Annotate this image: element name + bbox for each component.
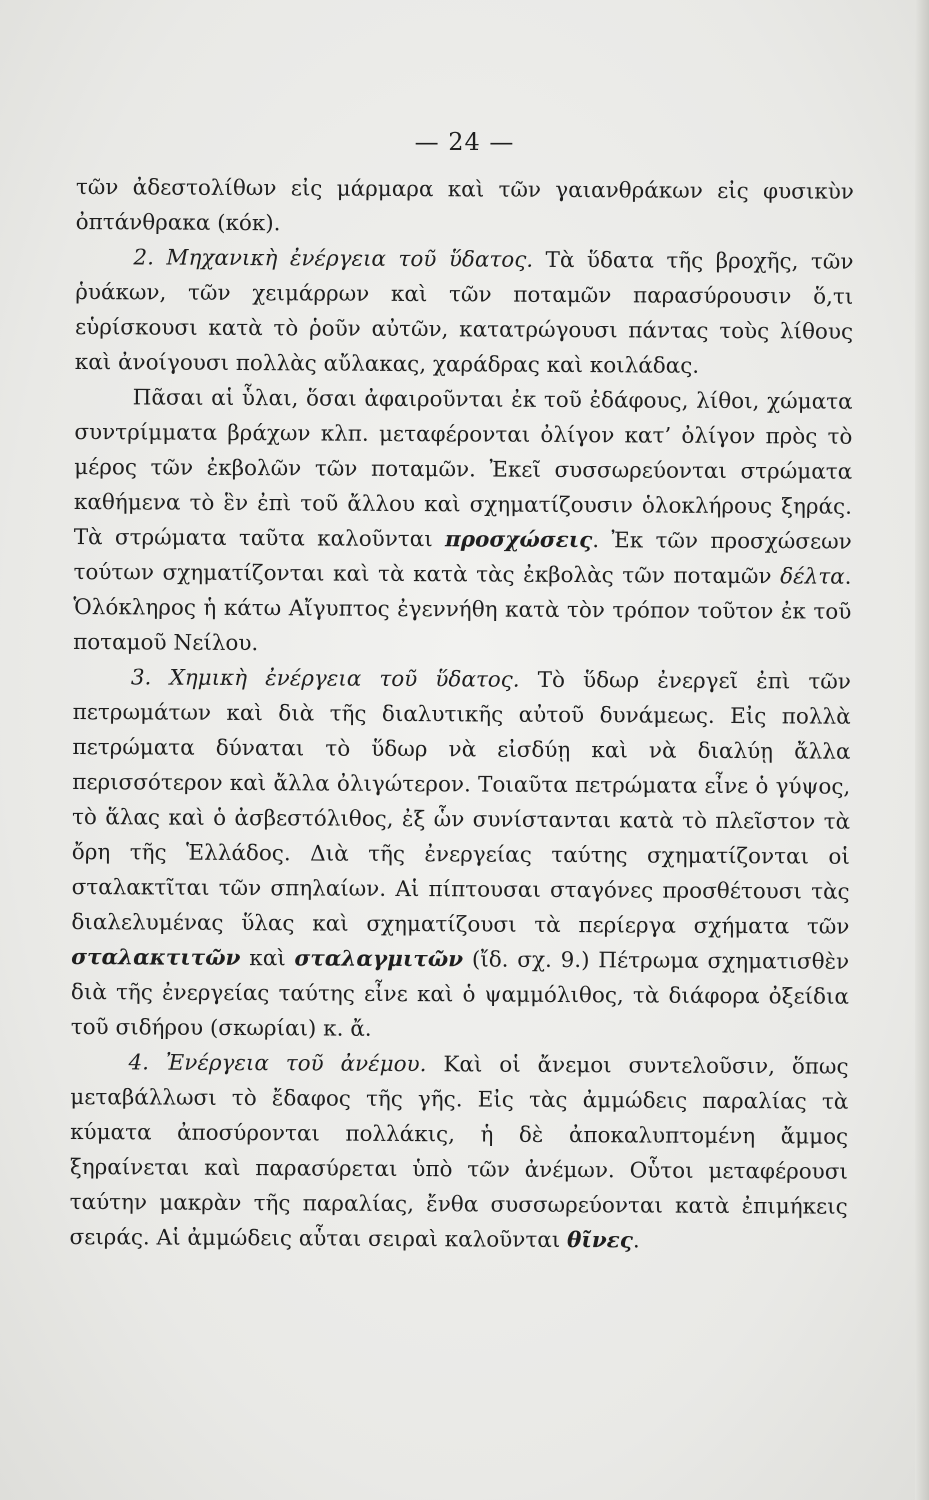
- paragraph-text: Καὶ οἱ ἄνεμοι συντελοῦσιν, ὅπως μεταβάλλωσι τὸ ἔδαφος τῆς γῆς. Εἰς τὰς ἀμμώδεις παραλίας τὰ κύματα ἀποσύρονται πολλάκις, ἡ δὲ ἀποκαλυπτομένη ἄμμος ξηραίνεται καὶ παρασύρεται ὑπὸ τῶν ἀνέμων. Οὗτοι μεταφέρουσι ταύτην μακρὰν τῆς παραλίας, ἔνθα συσσωρεύονται κατὰ ἐπιμήκεις σειράς. Αἱ ἀμμώδεις αὗται σειραὶ καλοῦνται: [69, 1052, 849, 1254]
- page-number: — 24 —: [414, 128, 515, 156]
- term-stalagmites: σταλαγμιτῶν: [294, 946, 464, 973]
- paragraph-text: . Ὁλόκληρος ἡ κάτω Αἴγυπτος ἐγεννήθη κατὰ τὸν τρόπον τοῦτον ἐκ τοῦ ποταμοῦ Νείλου.: [73, 564, 852, 657]
- section-number: 4.: [128, 1050, 150, 1076]
- term-proschoseis: προσχώσεις: [444, 527, 593, 554]
- page-edge-shadow: [915, 0, 929, 1500]
- paragraph-text: Πᾶσαι αἱ ὗλαι, ὅσαι ἀφαιροῦνται ἐκ τοῦ ἐδάφους, λίθοι, χώματα συντρίμματα βράχων κλπ. μεταφέρονται ὀλίγον κατ’ ὀλίγον πρὸς τὸ μέρος τῶν ἐκβολῶν τῶν ποταμῶν. Ἐκεῖ συσσωρεύονται στρώματα καθήμενα τὸ ἓν ἐπὶ τοῦ ἄλλου καὶ σχηματίζουσιν ὁλοκλήρους ξηράς. Τὰ στρώματα ταῦτα καλοῦνται: [73, 385, 853, 553]
- section-title: Ἐνέργεια τοῦ ἀνέμου.: [165, 1050, 427, 1078]
- paragraph-text: . Ἐκ τῶν προσχώσεων τούτων σχηματίζονται καὶ τὰ κατὰ τὰς ἐκβολὰς τῶν ποταμῶν: [73, 528, 852, 590]
- section-title: Χημικὴ ἐνέργεια τοῦ ὕδατος.: [169, 665, 520, 693]
- paragraph-text: (ἴδ. σχ. 9.) Πέτρωμα σχηματισθὲν διὰ τῆς ἐνεργείας ταύτης εἶνε καὶ ὁ ψαμμόλιθος, τὰ διάφορα ὀξείδια τοῦ σιδήρου (σκωρίαι) κ. ἄ.: [70, 947, 850, 1042]
- term-dunes: θῖνες: [566, 1228, 633, 1254]
- section-number: 2.: [133, 245, 155, 271]
- paragraph-deposits: [73, 380, 853, 665]
- section-number: 3.: [130, 665, 152, 691]
- paragraph-text: .: [632, 1228, 640, 1254]
- section-chemical-water: [71, 660, 851, 1050]
- section-mechanical-water: [75, 240, 854, 385]
- term-delta: δέλτα: [780, 564, 845, 590]
- term-stalactites: σταλακτιτῶν: [71, 944, 241, 972]
- section-wind: [69, 1045, 848, 1260]
- paragraph-text: τῶν ἀδεστολίθων εἰς μάρμαρα καὶ τῶν γαιανθράκων εἰς φυσικὺν ὀπτάνθρακα (κόκ).: [75, 174, 854, 237]
- paragraph-text: Τὸ ὕδωρ ἐνεργεῖ ἐπὶ τῶν πετρωμάτων καὶ διὰ τῆς διαλυτικῆς αὐτοῦ δυνάμεως. Εἰς πολλὰ πετρώματα δύναται τὸ ὕδωρ νὰ εἰσδύῃ καὶ νὰ διαλύῃ ἄλλα περισσότερον καὶ ἄλλα ὀλιγώτερον. Τοιαῦτα πετρώματα εἶνε ὁ γύψος, τὸ ἅλας καὶ ὁ ἀσβεστόλιθος, ἐξ ὧν συνίστανται κατὰ τὸ πλεῖστον τὰ ὄρη τῆς Ἑλλάδος. Διὰ τῆς ἐνεργείας ταύτης σχηματίζονται οἱ σταλακτῖται τῶν σπηλαίων. Αἱ πίπτουσαι σταγόνες προσθέτουσι τὰς διαλελυμένας ὕλας καὶ σχηματίζουσι τὰ περίεργα σχήματα τῶν: [71, 667, 851, 940]
- paragraph-text: Τὰ ὕδατα τῆς βροχῆς, τῶν ῥυάκων, τῶν χειμάρρων καὶ τῶν ποταμῶν παρασύρουσιν ὅ,τι εὑρίσκουσι κατὰ τὸ ῥοῦν αὐτῶν, κατατρώγουσι πάντας τοὺς λίθους καὶ ἀνοίγουσι πολλὰς αὔλακας, χαράδρας καὶ κοιλάδας.: [74, 247, 854, 379]
- paragraph-continuation: [76, 170, 854, 245]
- paragraph-text: καὶ: [240, 946, 295, 972]
- section-title: Μηχανικὴ ἐνέργεια τοῦ ὕδατος.: [166, 245, 534, 273]
- body-text: [69, 170, 854, 1260]
